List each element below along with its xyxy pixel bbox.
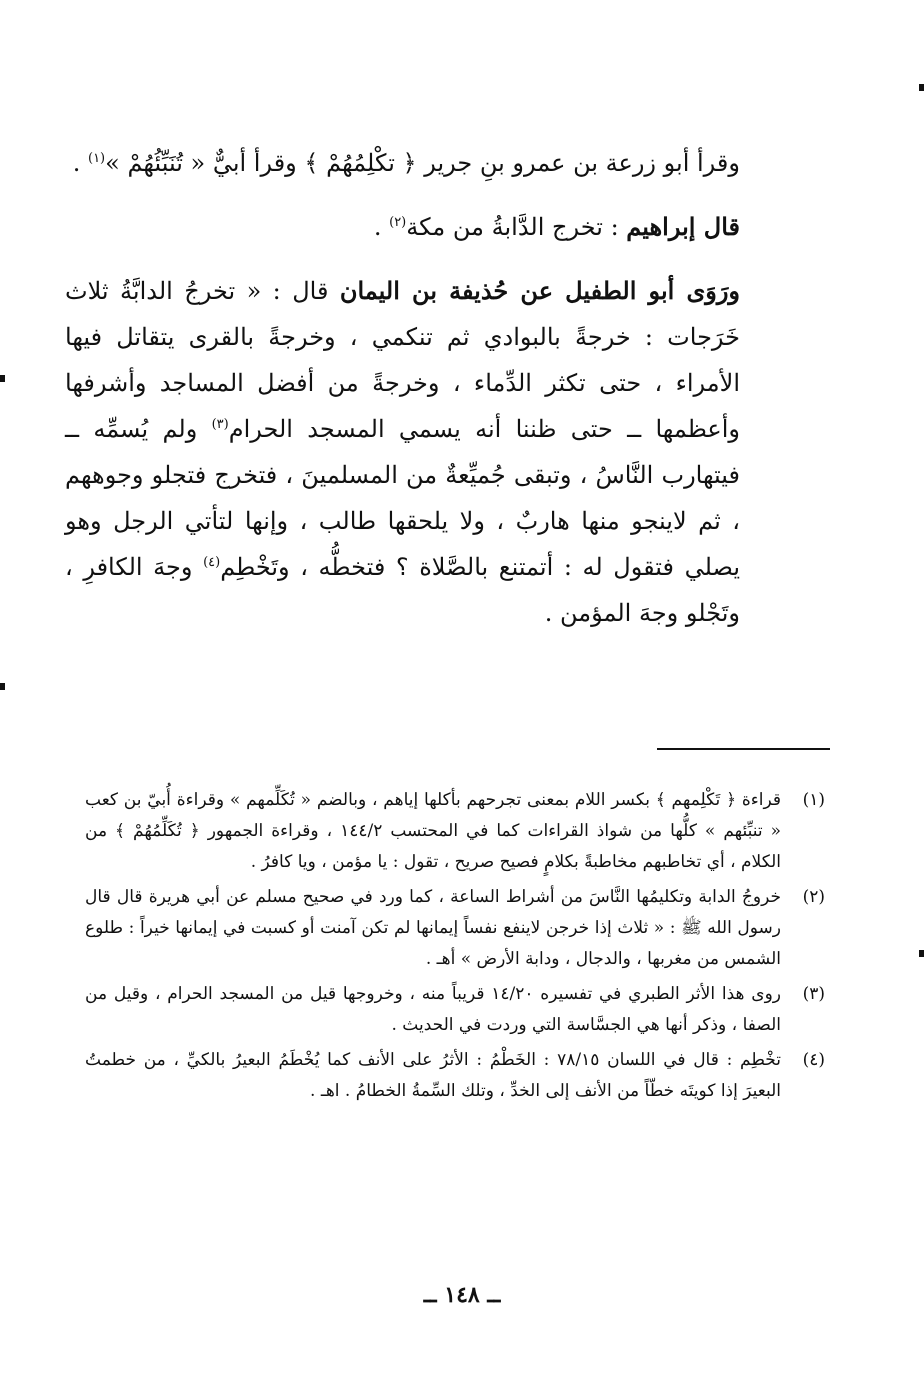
footnote-item — [85, 979, 825, 1041]
footnote-item — [85, 785, 825, 878]
margin-mark — [0, 683, 5, 690]
margin-mark — [919, 950, 924, 957]
paragraph-narration: ورَوَى أبو الطفيل عن حُذيفة بن اليمان قال : « تخرجُ الدابَّةُ ثلاث خَرَجات : خرجةً بالبوادي ثم تنكمي ، وخرجةً بالقرى يتقاتل فيها الأمراء ، حتى تكثر الدِّماء ، وخرجةً من أفضل المساجد وأشرفها وأعظمها ــ حتى ظننا أنه يسمي المسجد الحرام$^{(٣)}$ ولم يُسمِّه ــ فيتهارب النَّاسُ ، وتبقى جُميِّعةٌ من المسلمينَ ، فتخرج فتجلو وجوههم ، ثم لاينجو منها هاربٌ ، ولا يلحقها طالب ، وإنها لتأتي الرجل وهو يصلي فتقول له : أتمتنع بالصَّلاة ؟ فتخطُّه ، وتَخْطِم$^{(٤)}$ وجهَ الكافرِ ، وتَجْلو وجهَ المؤمن . — [65, 276, 741, 627]
footnote-ref[interactable]: (٢) — [389, 215, 407, 230]
margin-mark — [919, 84, 924, 91]
footnotes — [85, 785, 825, 1111]
footnote-number: (٤) — [802, 1050, 825, 1070]
footnote-number: (١) — [802, 790, 825, 810]
footnote-text: روى هذا الأثر الطبري في تفسيره ١٤/٢٠ قريباً منه ، وخروجها قيل من المسجد الحرام ، وقيل من الصفا ، وذكر أنها هي الجسَّاسة التي وردت في الحديث . — [85, 984, 781, 1035]
speaker-name: قال إبراهيم — [626, 212, 740, 241]
footnote-text: خروجُ الدابة وتكليمُها النَّاسَ من أشراط الساعة ، كما ورد في صحيح مسلم عن أبي هريرة قال قال رسول الله ﷺ : « ثلاث إذا خرجن لاينفع نفساً إيمانها لم تكن آمنت أو كسبت في إيمانها خيراً : طلوع الشمس من مغربها ، والدجال ، ودابة الأرض » أهـ . — [85, 887, 781, 969]
footnote-number: (٣) — [802, 984, 825, 1004]
paragraph-ibrahim: قال إبراهيم : تخرج الدَّابةُ من مكة$^{(٢)}$ . — [373, 212, 740, 241]
margin-mark — [0, 375, 5, 382]
footnote-separator — [657, 748, 830, 750]
footnote-ref[interactable]: (٤) — [203, 555, 221, 570]
paragraph-reading: وقرأ أبو زرعة بن عمرو بنِ جرير ﴿ تكْلِمُهُمْ ﴾ وقرأ أبيٌّ « تُنَبِّئُهُمْ »$^{(١)}$ . — [72, 149, 740, 177]
footnote-number: (٢) — [802, 887, 825, 907]
footnote-item — [85, 1045, 825, 1107]
footnote-text: قراءة ﴿ تَكْلِمهم ﴾ بكسر اللام بمعنى تجرحهم بأكلها إياهم ، وبالضم « تُكَلِّمهم » وقراءة أُبيّ بن كعب « تنبِّئهم » كلُّها من شواذ القراءات كما في المحتسب ١٤٤/٢ ، وقراءة الجمهور ﴿ تُكَلِّمُهُمْ ﴾ من الكلام ، أي تخاطبهم مخاطبةً بكلامٍ فصيح صريح ، تقول : يا مؤمن ، ويا كافرُ . — [85, 790, 781, 872]
footnote-ref[interactable]: (٣) — [211, 417, 229, 432]
main-text — [65, 140, 740, 636]
footnote-item — [85, 882, 825, 975]
page-number: ــ ١٤٨ ــ — [423, 1282, 501, 1308]
footnote-text: تخْطِم : قال في اللسان ٧٨/١٥ : الخَطْمُ : الأثرُ على الأنف كما يُخْطَمُ البعيرُ بالكيِّ ، من خطمتُ البعيرَ إذا كويتَه خطّاً من الأنف إلى الخدِّ ، وتلك السِّمةُ الخطامُ . اهـ . — [85, 1050, 781, 1101]
footnote-ref[interactable]: (١) — [87, 151, 106, 166]
narrator-name: ورَوَى أبو الطفيل عن حُذيفة بن اليمان — [339, 276, 741, 305]
